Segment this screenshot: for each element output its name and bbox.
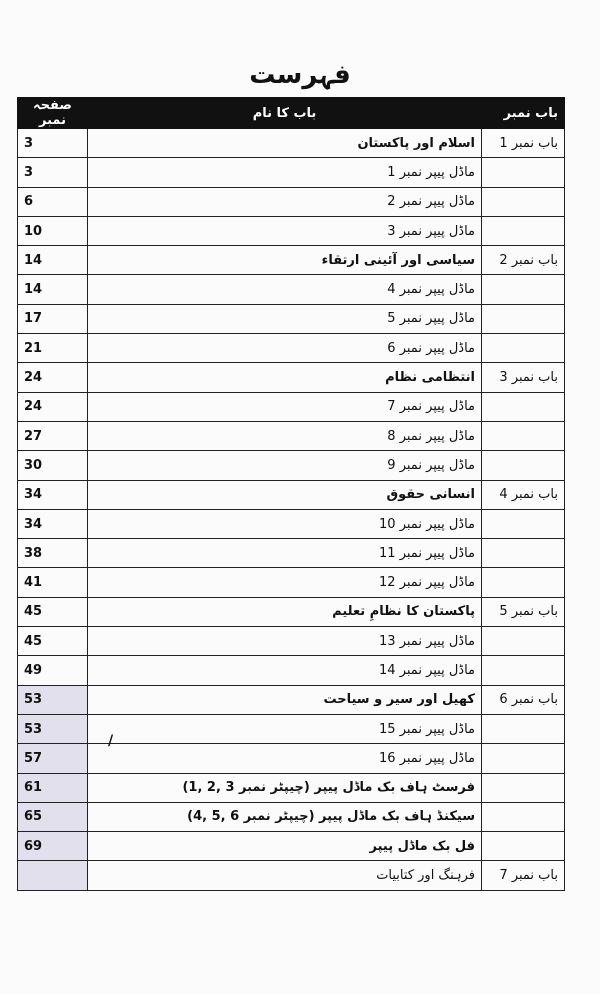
page-number-cell: 34 xyxy=(18,509,88,538)
table-row xyxy=(18,744,565,773)
page-number-cell: 53 xyxy=(18,714,88,743)
chapter-number-cell xyxy=(482,304,565,333)
chapter-name-cell: ماڈل پیپر نمبر 2 xyxy=(88,187,482,216)
chapter-number-cell xyxy=(482,832,565,861)
page-number-cell: 10 xyxy=(18,216,88,245)
page-number-cell: 21 xyxy=(18,334,88,363)
header-page: صفحہ نمبر xyxy=(18,98,88,129)
chapter-name-cell: سیکنڈ ہاف بک ماڈل پیپر (چیپٹر نمبر 6 ,5 ,4) xyxy=(88,802,482,831)
chapter-name-cell: سیاسی اور آئینی ارتقاء xyxy=(88,246,482,275)
chapter-number-cell xyxy=(482,627,565,656)
chapter-number-cell xyxy=(482,509,565,538)
chapter-number-cell xyxy=(482,392,565,421)
chapter-number-cell xyxy=(482,714,565,743)
table-row xyxy=(18,158,565,187)
table-row xyxy=(18,392,565,421)
chapter-number-cell: باب نمبر 7 xyxy=(482,861,565,890)
chapter-number-cell xyxy=(482,568,565,597)
chapter-number-cell: باب نمبر 5 xyxy=(482,597,565,626)
page-number-cell: 27 xyxy=(18,421,88,450)
table-row xyxy=(18,685,565,714)
chapter-name-cell: انتظامی نظام xyxy=(88,363,482,392)
chapter-number-cell: باب نمبر 1 xyxy=(482,129,565,158)
table-row xyxy=(18,773,565,802)
page-number-cell: 24 xyxy=(18,392,88,421)
chapter-name-cell: ماڈل پیپر نمبر 4 xyxy=(88,275,482,304)
page-number-cell: 65 xyxy=(18,802,88,831)
chapter-name-cell: پاکستان کا نظامِ تعلیم xyxy=(88,597,482,626)
page-number-cell: 3 xyxy=(18,158,88,187)
page-number-cell: 34 xyxy=(18,480,88,509)
table-row xyxy=(18,129,565,158)
page-number-cell xyxy=(18,861,88,890)
table-row xyxy=(18,539,565,568)
chapter-name-cell: ماڈل پیپر نمبر 8 xyxy=(88,421,482,450)
header-chapter: باب نمبر xyxy=(482,98,565,129)
chapter-name-cell: ماڈل پیپر نمبر 15 xyxy=(88,714,482,743)
page-number-cell: 6 xyxy=(18,187,88,216)
page-number-cell: 41 xyxy=(18,568,88,597)
chapter-number-cell xyxy=(482,187,565,216)
chapter-number-cell xyxy=(482,539,565,568)
page-number-cell: 53 xyxy=(18,685,88,714)
chapter-name-cell: ماڈل پیپر نمبر 14 xyxy=(88,656,482,685)
table-row xyxy=(18,275,565,304)
page-number-cell: 45 xyxy=(18,597,88,626)
chapter-name-cell: فل بک ماڈل پیپر xyxy=(88,832,482,861)
chapter-name-cell: کھیل اور سیر و سیاحت xyxy=(88,685,482,714)
chapter-number-cell xyxy=(482,744,565,773)
table-row xyxy=(18,832,565,861)
contents-table xyxy=(17,97,565,891)
table-row xyxy=(18,480,565,509)
table-row xyxy=(18,451,565,480)
page-number-cell: 14 xyxy=(18,275,88,304)
table-row xyxy=(18,304,565,333)
chapter-name-cell: اسلام اور پاکستان xyxy=(88,129,482,158)
chapter-number-cell: باب نمبر 4 xyxy=(482,480,565,509)
chapter-number-cell xyxy=(482,773,565,802)
page-number-cell: 3 xyxy=(18,129,88,158)
chapter-number-cell xyxy=(482,421,565,450)
page-number-cell: 49 xyxy=(18,656,88,685)
page-number-cell: 57 xyxy=(18,744,88,773)
table-row xyxy=(18,861,565,890)
chapter-number-cell xyxy=(482,275,565,304)
chapter-name-cell: فرہنگ اور کتابیات xyxy=(88,861,482,890)
table-row xyxy=(18,334,565,363)
chapter-name-cell: انسانی حقوق xyxy=(88,480,482,509)
page-number-cell: 17 xyxy=(18,304,88,333)
table-row xyxy=(18,509,565,538)
chapter-number-cell xyxy=(482,656,565,685)
chapter-name-cell: ماڈل پیپر نمبر 10 xyxy=(88,509,482,538)
chapter-name-cell: ماڈل پیپر نمبر 6 xyxy=(88,334,482,363)
chapter-number-cell xyxy=(482,334,565,363)
page-number-cell: 38 xyxy=(18,539,88,568)
chapter-name-cell: ماڈل پیپر نمبر 12 xyxy=(88,568,482,597)
page-number-cell: 24 xyxy=(18,363,88,392)
chapter-number-cell xyxy=(482,802,565,831)
chapter-name-cell: فرسٹ ہاف بک ماڈل پیپر (چیپٹر نمبر 3 ,2 ,1) xyxy=(88,773,482,802)
chapter-name-cell: ماڈل پیپر نمبر 5 xyxy=(88,304,482,333)
chapter-number-cell xyxy=(482,158,565,187)
chapter-number-cell xyxy=(482,216,565,245)
page-number-cell: 61 xyxy=(18,773,88,802)
page-number-cell: 45 xyxy=(18,627,88,656)
chapter-number-cell xyxy=(482,451,565,480)
table-row xyxy=(18,568,565,597)
chapter-name-cell: ماڈل پیپر نمبر 9 xyxy=(88,451,482,480)
table-row xyxy=(18,597,565,626)
chapter-number-cell: باب نمبر 6 xyxy=(482,685,565,714)
table-header-row xyxy=(18,98,565,129)
chapter-number-cell: باب نمبر 3 xyxy=(482,363,565,392)
table-row xyxy=(18,216,565,245)
header-name: باب کا نام xyxy=(88,98,482,129)
chapter-name-cell: ماڈل پیپر نمبر 11 xyxy=(88,539,482,568)
chapter-name-cell: ماڈل پیپر نمبر 13 xyxy=(88,627,482,656)
chapter-name-cell: ماڈل پیپر نمبر 3 xyxy=(88,216,482,245)
table-row xyxy=(18,802,565,831)
chapter-number-cell: باب نمبر 2 xyxy=(482,246,565,275)
table-row xyxy=(18,656,565,685)
chapter-name-cell: ماڈل پیپر نمبر 7 xyxy=(88,392,482,421)
page-number-cell: 14 xyxy=(18,246,88,275)
page-title: فہرست xyxy=(249,60,351,90)
chapter-name-cell: ماڈل پیپر نمبر 1 xyxy=(88,158,482,187)
page-number-cell: 30 xyxy=(18,451,88,480)
table-row xyxy=(18,246,565,275)
page-number-cell: 69 xyxy=(18,832,88,861)
table-body xyxy=(18,129,565,891)
table-row xyxy=(18,363,565,392)
table-row xyxy=(18,714,565,743)
table-row xyxy=(18,421,565,450)
table-row xyxy=(18,627,565,656)
chapter-name-cell: ماڈل پیپر نمبر 16 xyxy=(88,744,482,773)
table-row xyxy=(18,187,565,216)
stray-mark: / xyxy=(108,733,114,749)
